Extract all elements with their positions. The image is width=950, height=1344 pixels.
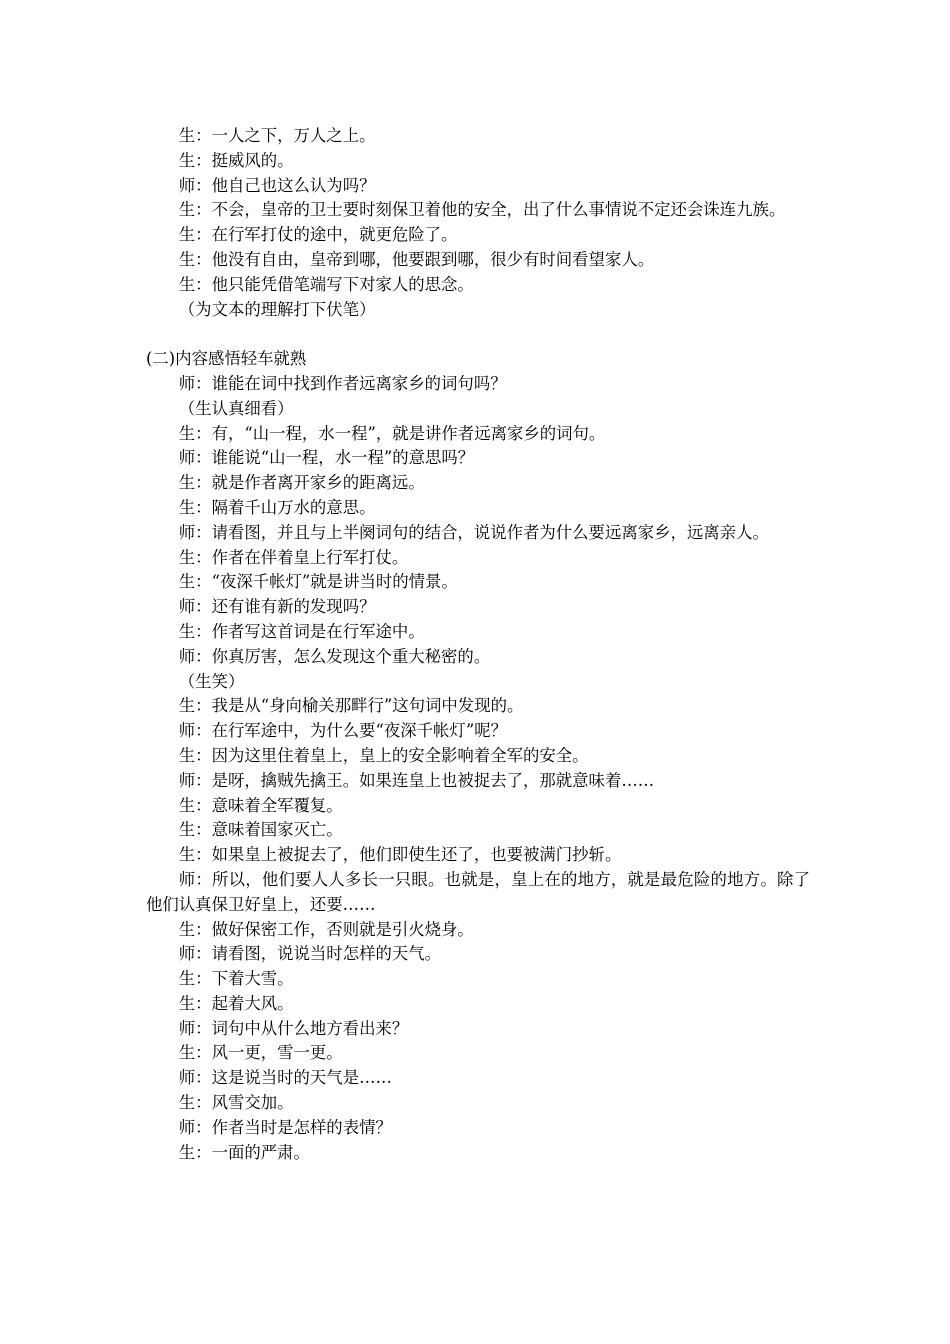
dialogue-line: 生：作者写这首词是在行军途中。 — [178, 621, 425, 641]
dialogue-line: 生：风雪交加。 — [178, 1093, 294, 1113]
dialogue-line: 生：因为这里住着皇上，皇上的安全影响着全军的安全。 — [178, 745, 589, 765]
dialogue-line: 生：一人之下，万人之上。 — [178, 126, 376, 145]
dialogue-line: 师：还有谁有新的发现吗？ — [178, 597, 376, 617]
dialogue-line: 生：不会，皇帝的卫士要时刻保卫着他的安全，出了什么事情说不定还会诛连九族。 — [178, 200, 786, 220]
dialogue-line: 生：风一更，雪一更。 — [178, 1043, 343, 1063]
dialogue-line: 师：是呀，擒贼先擒王。如果连皇上也被捉去了，那就意味着…… — [178, 770, 655, 790]
annotation-note: （生笑） — [178, 671, 245, 691]
annotation-note: （生认真细看） — [178, 398, 294, 418]
dialogue-line: 生：就是作者离开家乡的距离远。 — [178, 473, 425, 493]
dialogue-line: 师：请看图，并且与上半阕词句的结合，说说作者为什么要远离家乡，远离亲人。 — [178, 522, 769, 542]
dialogue-line: 生：他没有自由，皇帝到哪，他要跟到哪，很少有时间看望家人。 — [178, 249, 655, 269]
dialogue-line: 生：如果皇上被捉去了，他们即使生还了，也要被满门抄斩。 — [178, 845, 622, 865]
dialogue-line: 师：他自己也这么认为吗？ — [178, 175, 376, 195]
dialogue-line: 师：在行军途中，为什么要“夜深千帐灯”呢？ — [178, 721, 507, 741]
annotation-note: （为文本的理解打下伏笔） — [178, 299, 376, 319]
dialogue-line: 生：下着大雪。 — [178, 969, 294, 989]
dialogue-line: 生：意味着国家灭亡。 — [178, 820, 343, 840]
section-heading: (二)内容感悟轻车就熟 — [146, 349, 307, 369]
dialogue-line: 师：你真厉害，怎么发现这个重大秘密的。 — [178, 646, 491, 666]
dialogue-line: 师：所以，他们要人人多长一只眼。也就是，皇上在的地方，就是最危险的地方。除了他们认真保卫好皇上，还要…… — [146, 869, 810, 914]
dialogue-line: 生：起着大风。 — [178, 993, 294, 1013]
dialogue-line: 师：作者当时是怎样的表情？ — [178, 1117, 392, 1137]
dialogue-line: 师：这是说当时的天气是…… — [178, 1068, 392, 1088]
dialogue-line: 生：作者在伴着皇上行军打仗。 — [178, 547, 409, 567]
document-body — [146, 124, 810, 1165]
dialogue-line: 生：隔着千山万水的意思。 — [178, 497, 376, 517]
dialogue-line: 生：我是从“身向榆关那畔行”这句词中发现的。 — [178, 696, 524, 716]
dialogue-line: 师：词句中从什么地方看出来？ — [178, 1018, 409, 1038]
dialogue-line: 师：谁能说“山一程，水一程”的意思吗？ — [178, 448, 475, 468]
dialogue-line: 生：做好保密工作，否则就是引火烧身。 — [178, 919, 474, 939]
dialogue-line: 师：请看图，说说当时怎样的天气。 — [178, 944, 442, 964]
dialogue-line: 师：谁能在词中找到作者远离家乡的词句吗？ — [178, 373, 507, 393]
dialogue-line: 生：意味着全军覆复。 — [178, 795, 343, 815]
dialogue-line: 生：有，“山一程，水一程”，就是讲作者远离家乡的词句。 — [178, 423, 606, 443]
dialogue-line: 生：挺威风的。 — [178, 150, 294, 170]
dialogue-line: 生：他只能凭借笔端写下对家人的思念。 — [178, 274, 474, 294]
dialogue-line: 生：“夜深千帐灯”就是讲当时的情景。 — [178, 572, 458, 592]
dialogue-line: 生：在行军打仗的途中，就更危险了。 — [178, 225, 458, 245]
dialogue-line: 生：一面的严肃。 — [178, 1142, 310, 1162]
